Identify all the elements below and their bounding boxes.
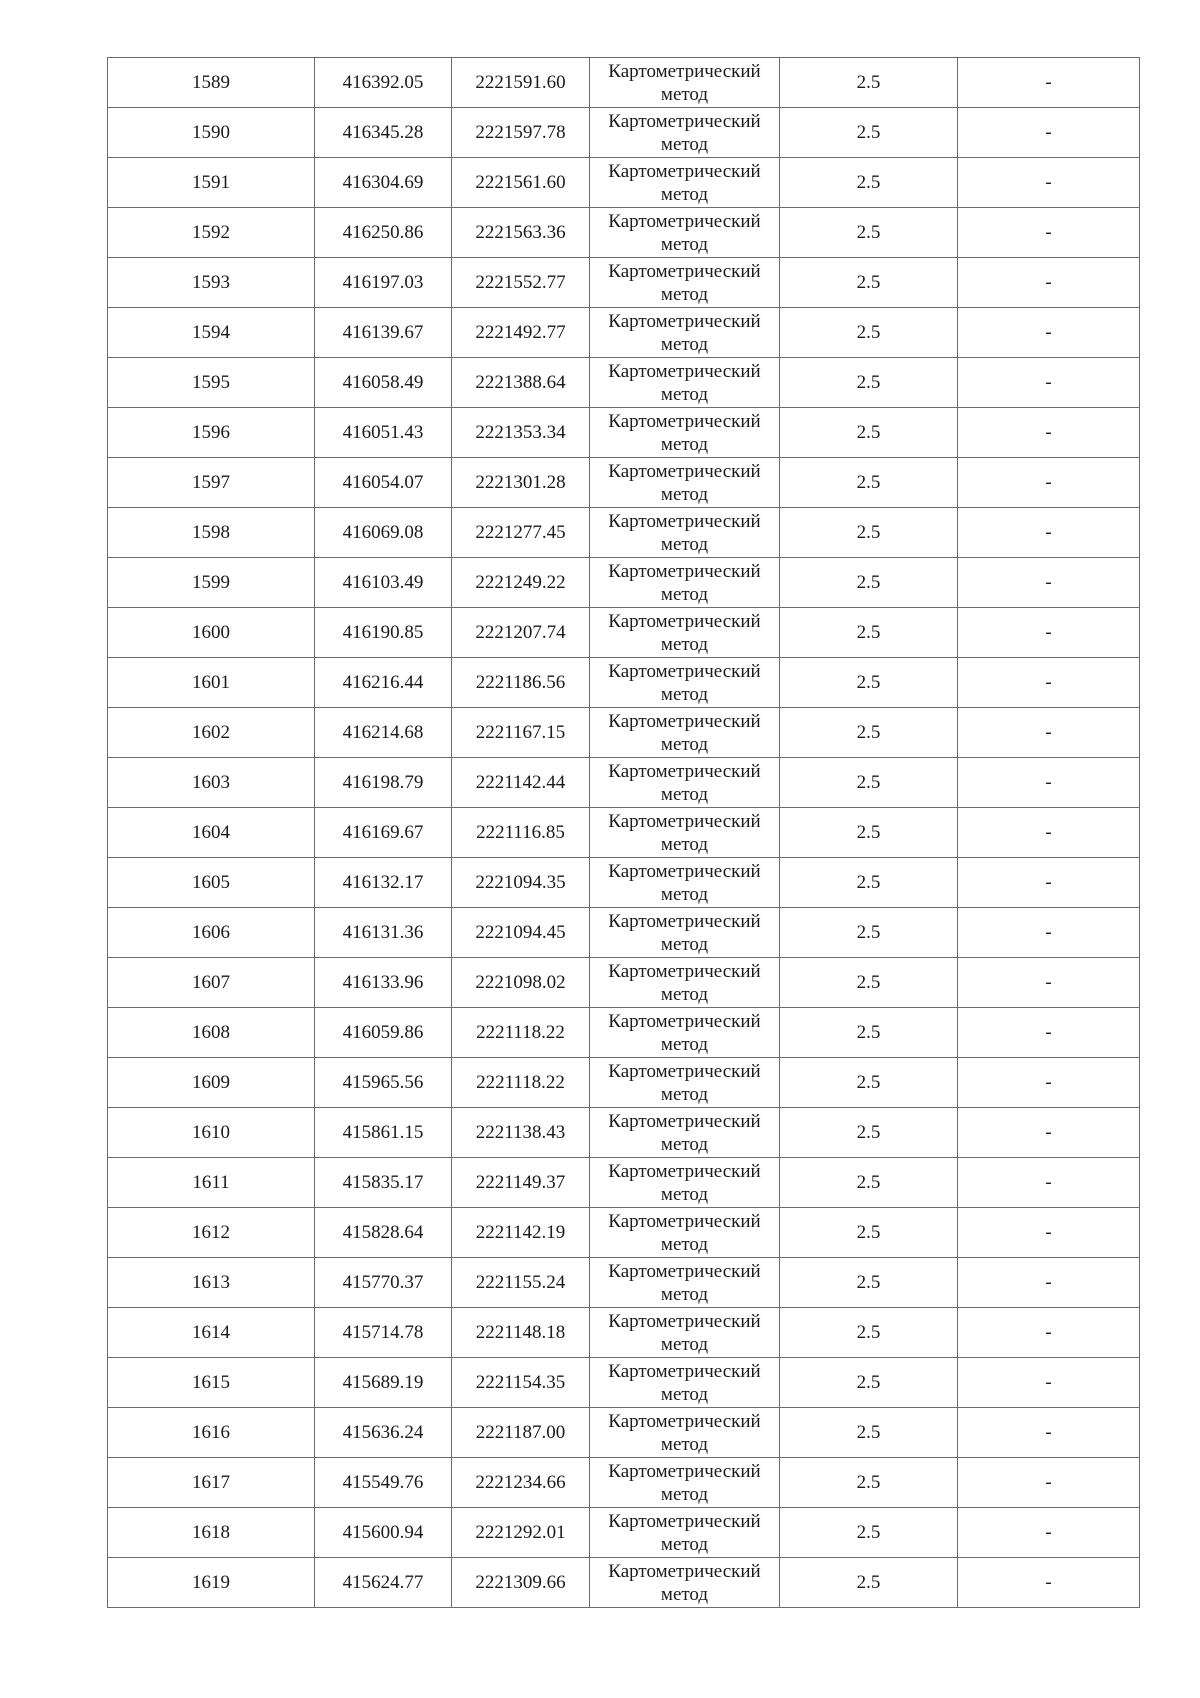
method-line-1: Картометрический <box>608 1210 761 1232</box>
accuracy-cell: 2.5 <box>780 1158 958 1208</box>
method-line-1: Картометрический <box>608 310 761 332</box>
y-coordinate-cell: 2221142.44 <box>452 758 590 808</box>
x-coordinate-cell: 416214.68 <box>315 708 452 758</box>
y-coordinate-cell: 2221118.22 <box>452 1058 590 1108</box>
point-number-cell: 1613 <box>108 1258 315 1308</box>
method-line-1: Картометрический <box>608 210 761 232</box>
accuracy-cell: 2.5 <box>780 1308 958 1358</box>
note-cell: - <box>958 1408 1140 1458</box>
method-cell <box>590 108 780 158</box>
method-line-1: Картометрический <box>608 1360 761 1382</box>
method-cell <box>590 608 780 658</box>
method-line-2: метод <box>660 1183 709 1205</box>
point-number-cell: 1607 <box>108 958 315 1008</box>
method-line-1: Картометрический <box>608 1310 761 1332</box>
method-cell <box>590 908 780 958</box>
method-line-2: метод <box>660 933 709 955</box>
accuracy-cell: 2.5 <box>780 208 958 258</box>
method-line-2: метод <box>660 1433 709 1455</box>
method-line-2: метод <box>660 1083 709 1105</box>
method-line-2: метод <box>660 783 709 805</box>
method-line-2: метод <box>660 1233 709 1255</box>
y-coordinate-cell: 2221155.24 <box>452 1258 590 1308</box>
table-row <box>108 1508 1140 1558</box>
x-coordinate-cell: 415828.64 <box>315 1208 452 1258</box>
y-coordinate-cell: 2221118.22 <box>452 1008 590 1058</box>
point-number-cell: 1608 <box>108 1008 315 1058</box>
note-cell: - <box>958 708 1140 758</box>
accuracy-cell: 2.5 <box>780 1508 958 1558</box>
method-cell <box>590 308 780 358</box>
point-number-cell: 1619 <box>108 1558 315 1608</box>
x-coordinate-cell: 416103.49 <box>315 558 452 608</box>
method-cell <box>590 358 780 408</box>
y-coordinate-cell: 2221591.60 <box>452 58 590 108</box>
method-line-1: Картометрический <box>608 1410 761 1432</box>
method-line-2: метод <box>660 633 709 655</box>
method-cell <box>590 258 780 308</box>
method-line-1: Картометрический <box>608 560 761 582</box>
accuracy-cell: 2.5 <box>780 958 958 1008</box>
method-line-2: метод <box>660 483 709 505</box>
point-number-cell: 1609 <box>108 1058 315 1108</box>
y-coordinate-cell: 2221187.00 <box>452 1408 590 1458</box>
accuracy-cell: 2.5 <box>780 1258 958 1308</box>
table-row <box>108 1108 1140 1158</box>
table-row <box>108 58 1140 108</box>
note-cell: - <box>958 58 1140 108</box>
method-line-2: метод <box>660 683 709 705</box>
y-coordinate-cell: 2221098.02 <box>452 958 590 1008</box>
method-line-2: метод <box>660 1483 709 1505</box>
method-cell <box>590 658 780 708</box>
table-row <box>108 808 1140 858</box>
point-number-cell: 1594 <box>108 308 315 358</box>
method-line-2: метод <box>660 333 709 355</box>
table-row <box>108 1408 1140 1458</box>
y-coordinate-cell: 2221148.18 <box>452 1308 590 1358</box>
method-line-1: Картометрический <box>608 1460 761 1482</box>
coordinates-table <box>107 57 1140 1608</box>
method-line-2: метод <box>660 83 709 105</box>
x-coordinate-cell: 416216.44 <box>315 658 452 708</box>
method-cell <box>590 1008 780 1058</box>
x-coordinate-cell: 416304.69 <box>315 158 452 208</box>
y-coordinate-cell: 2221094.35 <box>452 858 590 908</box>
note-cell: - <box>958 1558 1140 1608</box>
table-row <box>108 408 1140 458</box>
method-line-2: метод <box>660 183 709 205</box>
x-coordinate-cell: 416250.86 <box>315 208 452 258</box>
table-row <box>108 258 1140 308</box>
point-number-cell: 1603 <box>108 758 315 808</box>
method-line-1: Картометрический <box>608 160 761 182</box>
method-line-1: Картометрический <box>608 510 761 532</box>
method-line-1: Картометрический <box>608 610 761 632</box>
method-cell <box>590 1158 780 1208</box>
method-cell <box>590 1558 780 1608</box>
note-cell: - <box>958 108 1140 158</box>
method-line-2: метод <box>660 1533 709 1555</box>
table-row <box>108 158 1140 208</box>
x-coordinate-cell: 415770.37 <box>315 1258 452 1308</box>
note-cell: - <box>958 1508 1140 1558</box>
accuracy-cell: 2.5 <box>780 1208 958 1258</box>
method-cell <box>590 1308 780 1358</box>
x-coordinate-cell: 416197.03 <box>315 258 452 308</box>
accuracy-cell: 2.5 <box>780 808 958 858</box>
y-coordinate-cell: 2221309.66 <box>452 1558 590 1608</box>
point-number-cell: 1605 <box>108 858 315 908</box>
method-line-2: метод <box>660 983 709 1005</box>
x-coordinate-cell: 416054.07 <box>315 458 452 508</box>
method-line-2: метод <box>660 1333 709 1355</box>
method-line-1: Картометрический <box>608 110 761 132</box>
x-coordinate-cell: 416058.49 <box>315 358 452 408</box>
method-line-1: Картометрический <box>608 660 761 682</box>
table-row <box>108 1258 1140 1308</box>
accuracy-cell: 2.5 <box>780 758 958 808</box>
table-row <box>108 1458 1140 1508</box>
note-cell: - <box>958 758 1140 808</box>
table-row <box>108 758 1140 808</box>
table-row <box>108 358 1140 408</box>
note-cell: - <box>958 658 1140 708</box>
table-row <box>108 558 1140 608</box>
method-line-1: Картометрический <box>608 760 761 782</box>
method-cell <box>590 1208 780 1258</box>
method-line-1: Картометрический <box>608 1560 761 1582</box>
y-coordinate-cell: 2221234.66 <box>452 1458 590 1508</box>
note-cell: - <box>958 208 1140 258</box>
accuracy-cell: 2.5 <box>780 58 958 108</box>
note-cell: - <box>958 358 1140 408</box>
y-coordinate-cell: 2221277.45 <box>452 508 590 558</box>
table-row <box>108 1208 1140 1258</box>
x-coordinate-cell: 415689.19 <box>315 1358 452 1408</box>
method-line-2: метод <box>660 883 709 905</box>
method-cell <box>590 158 780 208</box>
y-coordinate-cell: 2221138.43 <box>452 1108 590 1158</box>
table-row <box>108 1008 1140 1058</box>
y-coordinate-cell: 2221094.45 <box>452 908 590 958</box>
accuracy-cell: 2.5 <box>780 308 958 358</box>
accuracy-cell: 2.5 <box>780 408 958 458</box>
method-cell <box>590 808 780 858</box>
x-coordinate-cell: 415600.94 <box>315 1508 452 1558</box>
accuracy-cell: 2.5 <box>780 358 958 408</box>
method-line-2: метод <box>660 533 709 555</box>
method-cell <box>590 508 780 558</box>
note-cell: - <box>958 508 1140 558</box>
point-number-cell: 1595 <box>108 358 315 408</box>
x-coordinate-cell: 416345.28 <box>315 108 452 158</box>
note-cell: - <box>958 958 1140 1008</box>
method-cell <box>590 458 780 508</box>
point-number-cell: 1599 <box>108 558 315 608</box>
y-coordinate-cell: 2221388.64 <box>452 358 590 408</box>
point-number-cell: 1611 <box>108 1158 315 1208</box>
note-cell: - <box>958 158 1140 208</box>
method-cell <box>590 558 780 608</box>
note-cell: - <box>958 1358 1140 1408</box>
accuracy-cell: 2.5 <box>780 258 958 308</box>
method-line-2: метод <box>660 1133 709 1155</box>
method-line-1: Картометрический <box>608 1010 761 1032</box>
note-cell: - <box>958 408 1140 458</box>
x-coordinate-cell: 415549.76 <box>315 1458 452 1508</box>
table-row <box>108 708 1140 758</box>
x-coordinate-cell: 415861.15 <box>315 1108 452 1158</box>
note-cell: - <box>958 1208 1140 1258</box>
y-coordinate-cell: 2221249.22 <box>452 558 590 608</box>
point-number-cell: 1590 <box>108 108 315 158</box>
y-coordinate-cell: 2221167.15 <box>452 708 590 758</box>
x-coordinate-cell: 416139.67 <box>315 308 452 358</box>
method-cell <box>590 858 780 908</box>
point-number-cell: 1604 <box>108 808 315 858</box>
accuracy-cell: 2.5 <box>780 708 958 758</box>
y-coordinate-cell: 2221186.56 <box>452 658 590 708</box>
y-coordinate-cell: 2221563.36 <box>452 208 590 258</box>
table-row <box>108 1358 1140 1408</box>
accuracy-cell: 2.5 <box>780 858 958 908</box>
point-number-cell: 1612 <box>108 1208 315 1258</box>
method-cell <box>590 58 780 108</box>
method-line-2: метод <box>660 583 709 605</box>
x-coordinate-cell: 416169.67 <box>315 808 452 858</box>
note-cell: - <box>958 1458 1140 1508</box>
note-cell: - <box>958 308 1140 358</box>
x-coordinate-cell: 416131.36 <box>315 908 452 958</box>
note-cell: - <box>958 258 1140 308</box>
accuracy-cell: 2.5 <box>780 508 958 558</box>
point-number-cell: 1596 <box>108 408 315 458</box>
note-cell: - <box>958 458 1140 508</box>
method-cell <box>590 1258 780 1308</box>
accuracy-cell: 2.5 <box>780 458 958 508</box>
y-coordinate-cell: 2221492.77 <box>452 308 590 358</box>
point-number-cell: 1592 <box>108 208 315 258</box>
x-coordinate-cell: 416059.86 <box>315 1008 452 1058</box>
method-cell <box>590 1408 780 1458</box>
note-cell: - <box>958 908 1140 958</box>
method-line-1: Картометрический <box>608 1060 761 1082</box>
x-coordinate-cell: 416132.17 <box>315 858 452 908</box>
x-coordinate-cell: 415965.56 <box>315 1058 452 1108</box>
accuracy-cell: 2.5 <box>780 908 958 958</box>
method-line-2: метод <box>660 233 709 255</box>
x-coordinate-cell: 416392.05 <box>315 58 452 108</box>
point-number-cell: 1618 <box>108 1508 315 1558</box>
y-coordinate-cell: 2221353.34 <box>452 408 590 458</box>
method-cell <box>590 1458 780 1508</box>
accuracy-cell: 2.5 <box>780 1058 958 1108</box>
accuracy-cell: 2.5 <box>780 1408 958 1458</box>
method-cell <box>590 1058 780 1108</box>
method-line-1: Картометрический <box>608 360 761 382</box>
table-row <box>108 1058 1140 1108</box>
method-line-1: Картометрический <box>608 460 761 482</box>
method-cell <box>590 1108 780 1158</box>
method-cell <box>590 958 780 1008</box>
method-line-2: метод <box>660 1033 709 1055</box>
note-cell: - <box>958 558 1140 608</box>
point-number-cell: 1589 <box>108 58 315 108</box>
table-row <box>108 1158 1140 1208</box>
method-line-2: метод <box>660 1583 709 1605</box>
point-number-cell: 1602 <box>108 708 315 758</box>
method-line-1: Картометрический <box>608 60 761 82</box>
x-coordinate-cell: 415714.78 <box>315 1308 452 1358</box>
table-row <box>108 1558 1140 1608</box>
table-row <box>108 658 1140 708</box>
x-coordinate-cell: 416133.96 <box>315 958 452 1008</box>
y-coordinate-cell: 2221301.28 <box>452 458 590 508</box>
note-cell: - <box>958 1158 1140 1208</box>
accuracy-cell: 2.5 <box>780 1358 958 1408</box>
point-number-cell: 1617 <box>108 1458 315 1508</box>
x-coordinate-cell: 416069.08 <box>315 508 452 558</box>
accuracy-cell: 2.5 <box>780 1008 958 1058</box>
table-row <box>108 908 1140 958</box>
y-coordinate-cell: 2221292.01 <box>452 1508 590 1558</box>
accuracy-cell: 2.5 <box>780 558 958 608</box>
accuracy-cell: 2.5 <box>780 658 958 708</box>
point-number-cell: 1601 <box>108 658 315 708</box>
y-coordinate-cell: 2221552.77 <box>452 258 590 308</box>
note-cell: - <box>958 1008 1140 1058</box>
method-line-2: метод <box>660 383 709 405</box>
y-coordinate-cell: 2221149.37 <box>452 1158 590 1208</box>
method-line-1: Картометрический <box>608 1110 761 1132</box>
method-line-2: метод <box>660 833 709 855</box>
coordinates-table-body <box>108 58 1140 1608</box>
point-number-cell: 1591 <box>108 158 315 208</box>
table-row <box>108 308 1140 358</box>
method-line-2: метод <box>660 433 709 455</box>
table-row <box>108 858 1140 908</box>
note-cell: - <box>958 1108 1140 1158</box>
method-line-1: Картометрический <box>608 710 761 732</box>
method-line-1: Картометрический <box>608 960 761 982</box>
note-cell: - <box>958 1308 1140 1358</box>
note-cell: - <box>958 1258 1140 1308</box>
method-line-1: Картометрический <box>608 810 761 832</box>
x-coordinate-cell: 416198.79 <box>315 758 452 808</box>
note-cell: - <box>958 858 1140 908</box>
method-line-2: метод <box>660 733 709 755</box>
note-cell: - <box>958 1058 1140 1108</box>
y-coordinate-cell: 2221597.78 <box>452 108 590 158</box>
method-cell <box>590 708 780 758</box>
point-number-cell: 1615 <box>108 1358 315 1408</box>
point-number-cell: 1598 <box>108 508 315 558</box>
method-line-1: Картометрический <box>608 910 761 932</box>
method-line-1: Картометрический <box>608 410 761 432</box>
method-cell <box>590 408 780 458</box>
y-coordinate-cell: 2221116.85 <box>452 808 590 858</box>
table-row <box>108 958 1140 1008</box>
point-number-cell: 1616 <box>108 1408 315 1458</box>
accuracy-cell: 2.5 <box>780 1458 958 1508</box>
table-row <box>108 508 1140 558</box>
note-cell: - <box>958 808 1140 858</box>
accuracy-cell: 2.5 <box>780 158 958 208</box>
y-coordinate-cell: 2221154.35 <box>452 1358 590 1408</box>
method-cell <box>590 1358 780 1408</box>
method-line-2: метод <box>660 1383 709 1405</box>
method-line-1: Картометрический <box>608 1260 761 1282</box>
method-line-1: Картометрический <box>608 1510 761 1532</box>
table-row <box>108 108 1140 158</box>
table-row <box>108 608 1140 658</box>
accuracy-cell: 2.5 <box>780 1558 958 1608</box>
point-number-cell: 1597 <box>108 458 315 508</box>
method-line-2: метод <box>660 133 709 155</box>
accuracy-cell: 2.5 <box>780 1108 958 1158</box>
method-line-2: метод <box>660 283 709 305</box>
method-line-1: Картометрический <box>608 260 761 282</box>
point-number-cell: 1606 <box>108 908 315 958</box>
table-row <box>108 208 1140 258</box>
accuracy-cell: 2.5 <box>780 608 958 658</box>
x-coordinate-cell: 415624.77 <box>315 1558 452 1608</box>
point-number-cell: 1610 <box>108 1108 315 1158</box>
method-cell <box>590 1508 780 1558</box>
x-coordinate-cell: 415636.24 <box>315 1408 452 1458</box>
table-row <box>108 1308 1140 1358</box>
x-coordinate-cell: 416190.85 <box>315 608 452 658</box>
point-number-cell: 1600 <box>108 608 315 658</box>
method-line-2: метод <box>660 1283 709 1305</box>
y-coordinate-cell: 2221207.74 <box>452 608 590 658</box>
method-line-1: Картометрический <box>608 860 761 882</box>
method-cell <box>590 208 780 258</box>
method-line-1: Картометрический <box>608 1160 761 1182</box>
point-number-cell: 1614 <box>108 1308 315 1358</box>
y-coordinate-cell: 2221561.60 <box>452 158 590 208</box>
method-cell <box>590 758 780 808</box>
point-number-cell: 1593 <box>108 258 315 308</box>
table-row <box>108 458 1140 508</box>
x-coordinate-cell: 416051.43 <box>315 408 452 458</box>
x-coordinate-cell: 415835.17 <box>315 1158 452 1208</box>
accuracy-cell: 2.5 <box>780 108 958 158</box>
note-cell: - <box>958 608 1140 658</box>
y-coordinate-cell: 2221142.19 <box>452 1208 590 1258</box>
